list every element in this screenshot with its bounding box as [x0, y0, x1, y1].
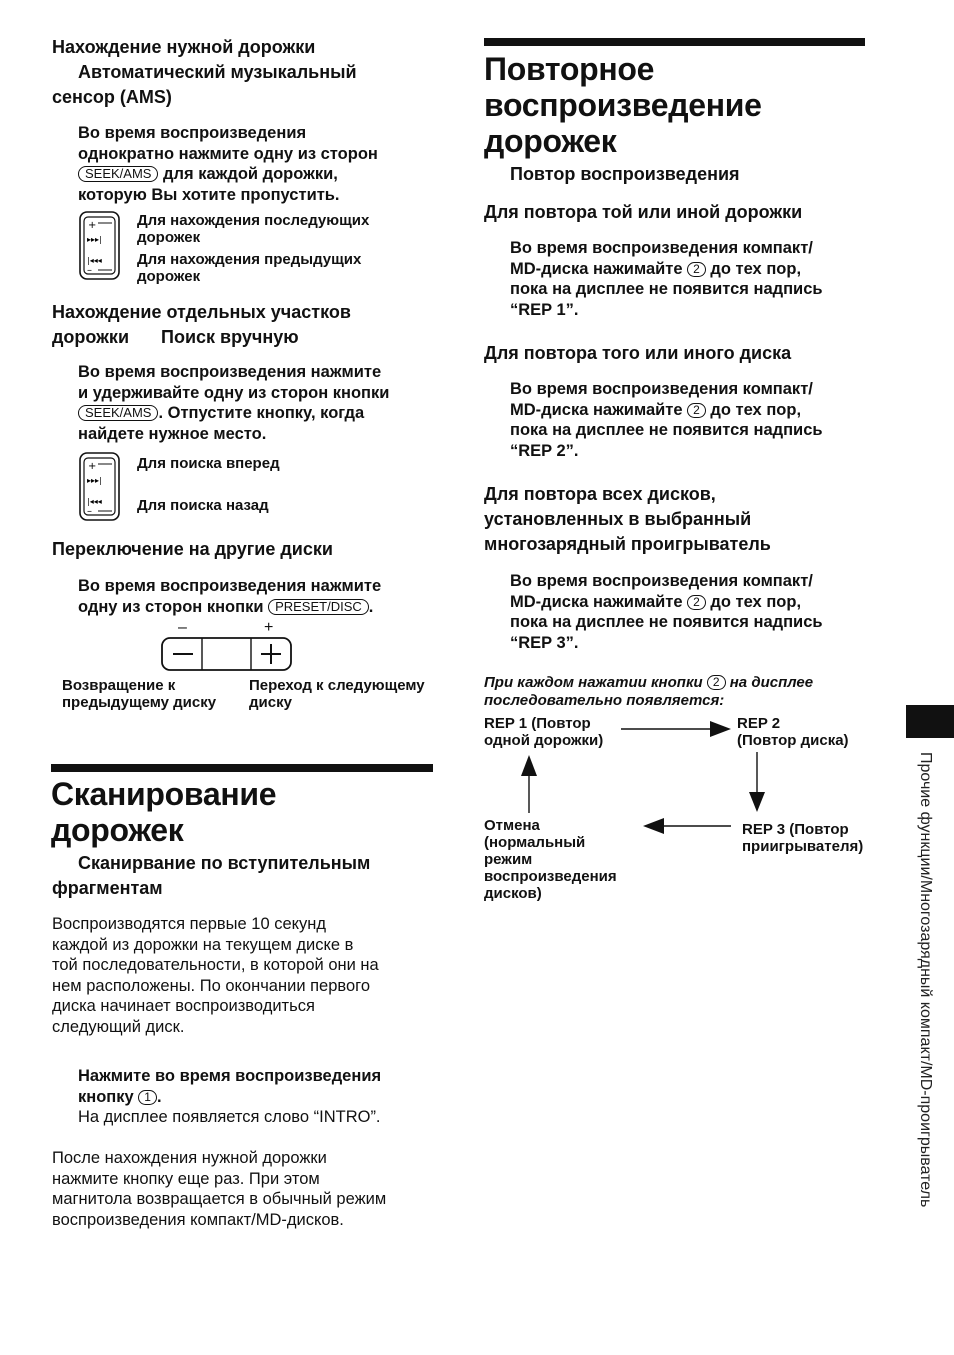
- scan-title: Сканирование дорожек: [51, 776, 277, 848]
- svg-text:+: +: [88, 220, 97, 231]
- manual-forward-label: Для поиска вперед: [137, 455, 280, 472]
- manual-search-heading: Нахождение отдельных участков дорожки Поиск вручную: [52, 302, 351, 347]
- scan-subheading: Сканирвание по вступительным фрагментам: [52, 853, 371, 898]
- manual-search-instruction: Во время воспроизведения нажмите и удерживайте одну из сторон кнопки SEEK/AMS . Отпустите кнопку, когда найдете нужное место.: [78, 363, 390, 443]
- repeat-note: При каждом нажатии кнопки 2 на дисплее последовательно появляется:: [484, 674, 814, 709]
- button-2-icon: 2: [687, 595, 706, 610]
- preset-disc-key: PRESET/DISC: [268, 599, 369, 615]
- disc-switch-instruction: Во время воспроизведения нажмите одну из сторон кнопки PRESET/DISC .: [78, 577, 382, 616]
- repeat-subheading: Повтор воспроизведения: [510, 164, 740, 184]
- ams-heading: Нахождение нужной дорожки Автоматический музыкальный сенсор (AMS): [52, 37, 357, 107]
- rep2-label: REP 2 (Повтор диска): [737, 715, 849, 749]
- button-2-icon: 2: [707, 675, 726, 690]
- minus-mark: –: [178, 619, 187, 636]
- svg-text:–: –: [87, 265, 92, 276]
- repeat-title: Повторное воспроизведение дорожек: [484, 51, 762, 159]
- svg-text:|◂◂◂: |◂◂◂: [87, 497, 102, 506]
- ams-next-label: Для нахождения последующих дорожек: [137, 212, 370, 246]
- svg-text:–: –: [87, 506, 92, 517]
- manual-back-label: Для поиска назад: [137, 497, 269, 514]
- svg-text:▸▸▸|: ▸▸▸|: [87, 476, 102, 485]
- repeat-all-heading: Для повтора всех дисков, установленных в выбранный многозарядный проигрыватель: [484, 484, 771, 554]
- ams-prev-label: Для нахождения предыдущих дорожек: [137, 251, 362, 285]
- svg-text:|◂◂◂: |◂◂◂: [87, 256, 102, 265]
- seek-ams-key: SEEK/AMS: [78, 405, 158, 421]
- disc-next-label: Переход к следующему диску: [249, 677, 425, 711]
- repeat-disc-instruction: Во время воспроизведения компакт/ MD-диска нажимайте 2 до тех пор, пока на дисплее не появится надпись “REP 2”.: [510, 380, 823, 460]
- cancel-label: Отмена (нормальный режим воспроизведения дисков): [484, 817, 617, 902]
- scan-paragraph: Воспроизводятся первые 10 секунд каждой из дорожки на текущем диске в той последовательности, в которой они на нем расположены. По окончании первого диска начинает воспроизводиться следующий диск.: [52, 915, 379, 1036]
- repeat-disc-heading: Для повтора того или иного диска: [484, 343, 792, 363]
- repeat-track-heading: Для повтора той или иной дорожки: [484, 202, 803, 222]
- side-section-title: Прочие функции/Многозарядный компакт/MD-проигрыватель: [917, 752, 934, 1208]
- repeat-all-instruction: Во время воспроизведения компакт/ MD-диска нажимайте 2 до тех пор, пока на дисплее не появится надпись “REP 3”.: [510, 572, 823, 652]
- disc-prev-label: Возвращение к предыдущему диску: [62, 677, 217, 711]
- section-tab: [906, 705, 954, 738]
- scan-press-instruction: Нажмите во время воспроизведения кнопку 1 . На дисплее появляется слово “INTRO”.: [78, 1067, 382, 1126]
- repeat-track-instruction: Во время воспроизведения компакт/ MD-диска нажимайте 2 до тех пор, пока на дисплее не появится надпись “REP 1”.: [510, 239, 823, 319]
- rep1-label: REP 1 (Повтор одной дорожки): [484, 715, 604, 749]
- svg-text:▸▸▸|: ▸▸▸|: [87, 235, 102, 244]
- button-2-icon: 2: [687, 262, 706, 277]
- rep3-label: REP 3 (Повтор приигрывателя): [742, 821, 864, 855]
- button-2-icon: 2: [687, 403, 706, 418]
- disc-switch-heading: Переключение на другие диски: [52, 539, 333, 559]
- ams-instruction: Во время воспроизведения однократно нажмите одну из сторон SEEK/AMS для каждой дорожки, которую Вы хотите пропустить.: [78, 124, 378, 204]
- scan-paragraph-2: После нахождения нужной дорожки нажмите кнопку еще раз. При этом магнитола возвращается в обычный режим воспроизведения компакт/MD-дисков.: [52, 1149, 387, 1229]
- seek-ams-key: SEEK/AMS: [78, 166, 158, 182]
- button-1-icon: 1: [138, 1090, 157, 1105]
- plus-mark: +: [264, 619, 274, 636]
- svg-text:+: +: [88, 461, 97, 472]
